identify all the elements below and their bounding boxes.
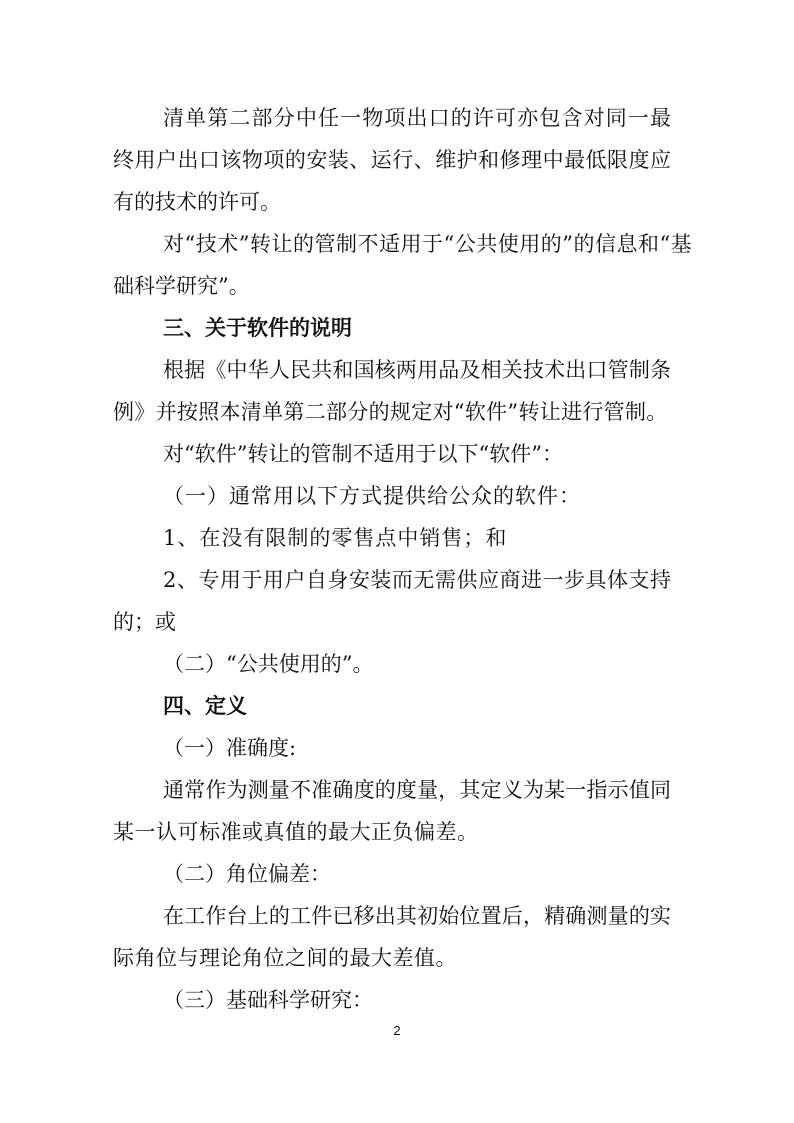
paragraph-line-5: 础科学研究”。 bbox=[113, 274, 250, 298]
paragraph-line-4: 对“技术”转让的管制不适用于“公共使用的”的信息和“基 bbox=[163, 232, 693, 256]
paragraph-line-16: （一）准确度: bbox=[163, 736, 297, 760]
paragraph-line-10: （一）通常用以下方式提供给公众的软件： bbox=[163, 484, 581, 508]
paragraph-line-17: 通常作为测量不准确度的度量，其定义为某一指示值同 bbox=[163, 778, 671, 802]
paragraph-line-11: 1、在没有限制的零售点中销售；和 bbox=[163, 526, 508, 550]
paragraph-line-19: （二）角位偏差： bbox=[163, 862, 331, 886]
section-heading-software: 三、关于软件的说明 bbox=[163, 316, 352, 340]
paragraph-line-12: 2、专用于用户自身安装而无需供应商进一步具体支持 bbox=[163, 568, 671, 592]
paragraph-line-20: 在工作台上的工件已移出其初始位置后，精确测量的实 bbox=[163, 904, 671, 928]
paragraph-line-1: 清单第二部分中任一物项出口的许可亦包含对同一最 bbox=[163, 106, 671, 130]
paragraph-line-13: 的；或 bbox=[113, 610, 176, 634]
paragraph-line-8: 例》并按照本清单第二部分的规定对“软件”转让进行管制。 bbox=[113, 400, 668, 424]
paragraph-line-2: 终用户出口该物项的安装、运行、维护和修理中最低限度应 bbox=[113, 148, 671, 172]
paragraph-line-22: （三）基础科学研究： bbox=[163, 988, 373, 1012]
paragraph-line-18: 某一认可标准或真值的最大正负偏差。 bbox=[113, 820, 479, 844]
page-number: 2 bbox=[393, 1023, 401, 1038]
paragraph-line-9: 对“软件”转让的管制不适用于以下“软件”： bbox=[163, 442, 563, 466]
paragraph-line-7: 根据《中华人民共和国核两用品及相关技术出口管制条 bbox=[163, 358, 671, 382]
paragraph-line-3: 有的技术的许可。 bbox=[113, 190, 281, 214]
paragraph-line-21: 际角位与理论角位之间的最大差值。 bbox=[113, 946, 457, 970]
section-heading-definitions: 四、定义 bbox=[163, 694, 247, 718]
paragraph-line-14: （二）“公共使用的”。 bbox=[163, 652, 374, 676]
